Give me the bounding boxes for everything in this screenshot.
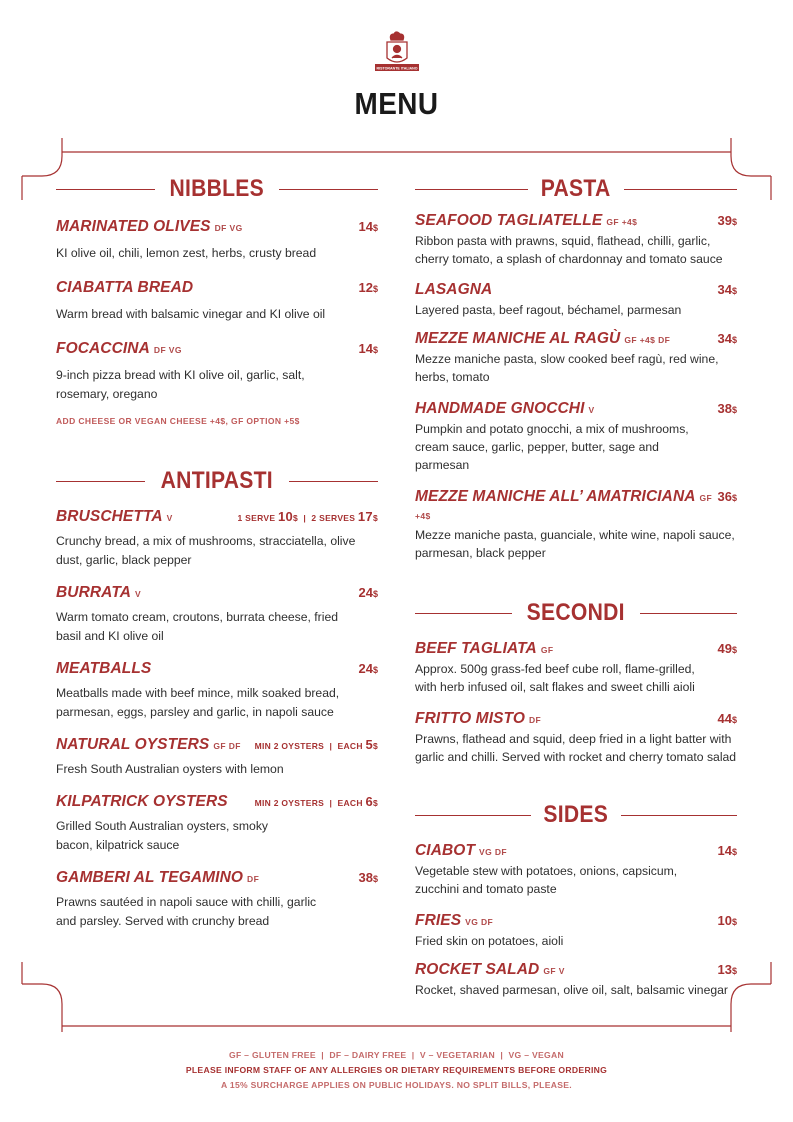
item-price: 13$ (717, 962, 737, 977)
logo-text: RISTORANTE ITALIANO (376, 66, 418, 71)
item-tags: V (166, 513, 173, 523)
right-column (415, 172, 737, 1000)
item-description: Crunchy bread, a mix of mushrooms, stracciatella, olive dust, garlic, black pepper (56, 534, 356, 567)
item-tags: V (588, 405, 595, 415)
item-description: Ribbon pasta with prawns, squid, flathead, chilli, garlic, cherry tomato, a splash of chardonnay and tomato sauce (415, 234, 723, 266)
item-description: Warm tomato cream, croutons, burrata cheese, fried basil and KI olive oil (56, 610, 339, 643)
heading-rule (56, 481, 145, 482)
menu-footer (0, 1048, 793, 1093)
item-name: MEZZE MANICHE ALL’ AMATRICIANA (415, 488, 696, 505)
item-price: 24$ (358, 585, 378, 600)
item-price: 14$ (717, 843, 737, 858)
item-name: FOCACCINA (56, 340, 150, 357)
pasta-heading (415, 172, 737, 206)
item-price: MIN 2 OYSTERS | EACH 5$ (254, 737, 378, 752)
item-name: BRUSCHETTA (56, 508, 163, 525)
item-description: Vegetable stew with potatoes, onions, capsicum, zucchini and tomato paste (415, 864, 678, 896)
item-price: 34$ (717, 331, 737, 346)
item-tags: DF VG (153, 345, 182, 355)
heading-rule (279, 189, 378, 190)
menu-item-focaccina (56, 340, 378, 404)
item-description: 9-inch pizza bread with KI olive oil, garlic, salt, rosemary, oregano (56, 368, 305, 401)
item-description: Mezze maniche pasta, guanciale, white wine, napoli sauce, parmesan, black pepper (415, 528, 735, 560)
item-description: Layered pasta, beef ragout, béchamel, parmesan (415, 303, 682, 317)
item-description: Warm bread with balsamic vinegar and KI olive oil (56, 307, 326, 321)
item-description: Meatballs made with beef mince, milk soaked bread, parmesan, eggs, parsley and garlic, in napoli sauce (56, 686, 340, 719)
menu-item-gamberi-al-tegamino (56, 869, 378, 931)
menu-item-bruschetta (56, 508, 378, 570)
menu-item-mezze-maniche-amatriciana (415, 488, 737, 562)
menu-item-ciabot (415, 842, 737, 898)
left-column (56, 172, 378, 931)
menu-item-burrata (56, 584, 378, 646)
heading-rule (640, 613, 737, 614)
item-description: Rocket, shaved parmesan, olive oil, salt, balsamic vinegar (415, 983, 728, 997)
item-tags: GF DF (213, 741, 241, 751)
item-price: 34$ (717, 282, 737, 297)
antipasti-title: ANTIPASTI (160, 467, 274, 494)
item-description: KI olive oil, chili, lemon zest, herbs, crusty bread (56, 246, 317, 260)
item-name: BURRATA (56, 584, 132, 601)
item-tags: GF V (543, 966, 565, 976)
item-tags: GF +4$ DF (624, 335, 671, 345)
item-price: 36$ (717, 489, 737, 504)
nibbles-note: ADD CHEESE OR VEGAN CHEESE +4$, GF OPTION +5$ (56, 416, 300, 426)
menu-item-marinated-olives (56, 218, 378, 263)
surcharge-notice: A 15% SURCHARGE APPLIES ON PUBLIC HOLIDAYS. NO SPLIT BILLS, PLEASE. (220, 1080, 572, 1090)
item-tags: DF VG (214, 223, 243, 233)
menu-item-rocket-salad (415, 961, 737, 1000)
item-tags: VG DF (465, 917, 494, 927)
item-description: Pumpkin and potato gnocchi, a mix of mushrooms, cream sauce, garlic, pepper, butter, sage and parmesan (415, 422, 689, 472)
page-title: MENU (354, 86, 439, 121)
item-price: 10$ (717, 913, 737, 928)
allergy-notice: PLEASE INFORM STAFF OF ANY ALLERGIES OR DIETARY REQUIREMENTS BEFORE ORDERING (185, 1065, 608, 1075)
item-description: Fresh South Australian oysters with lemon (56, 762, 284, 776)
item-description: Prawns sautéed in napoli sauce with chilli, garlic and parsley. Served with crunchy bread (56, 895, 317, 928)
secondi-title: SECONDI (526, 599, 626, 626)
item-description: Mezze maniche pasta, slow cooked beef ragù, red wine, herbs, tomato (415, 352, 719, 384)
item-name: MEZZE MANICHE AL RAGÙ (415, 330, 621, 347)
item-name: BEEF TAGLIATA (415, 640, 537, 657)
heading-rule (621, 815, 737, 816)
heading-rule (289, 481, 378, 482)
pasta-title: PASTA (541, 175, 611, 202)
item-name: NATURAL OYSTERS (56, 736, 210, 753)
menu-item-handmade-gnocchi (415, 400, 737, 474)
item-tags: GF +4$ (415, 493, 713, 521)
menu-item-kilpatrick-oysters (56, 793, 378, 855)
item-price: 38$ (358, 870, 378, 885)
menu-item-lasagna (415, 281, 737, 320)
menu-item-meatballs (56, 660, 378, 722)
item-description: Prawns, flathead and squid, deep fried in a light batter with garlic and chilli. Served with rocket and cherry tomato salad (415, 732, 737, 764)
item-price: 44$ (717, 711, 737, 726)
item-price: 12$ (358, 280, 378, 295)
menu-item-fritto-misto (415, 710, 737, 766)
item-price: 14$ (358, 219, 378, 234)
item-name: ROCKET SALAD (415, 961, 540, 978)
heading-rule (56, 189, 155, 190)
nibbles-heading (56, 172, 378, 206)
item-price: 1 SERVE 10$ | 2 SERVES 17$ (237, 509, 378, 524)
item-description: Grilled South Australian oysters, smoky bacon, kilpatrick sauce (56, 819, 269, 852)
item-price: 14$ (358, 341, 378, 356)
item-price: 49$ (717, 641, 737, 656)
nibbles-title: NIBBLES (169, 175, 265, 202)
chef-crest-logo-icon (372, 28, 422, 76)
menu-item-ciabatta-bread (56, 279, 378, 324)
heading-rule (624, 189, 737, 190)
item-price: 24$ (358, 661, 378, 676)
heading-rule (415, 189, 528, 190)
item-name: SEAFOOD TAGLIATELLE (415, 212, 603, 229)
heading-rule (415, 613, 512, 614)
secondi-heading (415, 596, 737, 630)
item-name: MARINATED OLIVES (56, 218, 211, 235)
antipasti-heading (56, 464, 378, 498)
item-name: CIABATTA BREAD (56, 279, 194, 296)
sides-title: SIDES (543, 801, 609, 828)
menu-item-beef-tagliata (415, 640, 737, 696)
item-tags: VG DF (479, 847, 507, 857)
item-tags: GF (540, 645, 554, 655)
item-price: 38$ (717, 401, 737, 416)
item-tags: V (135, 589, 142, 599)
menu-item-seafood-tagliatelle (415, 212, 737, 268)
menu-item-fries (415, 912, 737, 951)
item-name: FRIES (415, 912, 462, 929)
item-description: Fried skin on potatoes, aioli (415, 934, 564, 948)
item-tags: DF (529, 715, 542, 725)
item-name: LASAGNA (415, 281, 493, 298)
item-tags: DF (247, 874, 260, 884)
menu-item-natural-oysters (56, 736, 378, 779)
dietary-legend: GF – GLUTEN FREE | DF – DAIRY FREE | V – VEGETARIAN | VG – VEGAN (228, 1050, 565, 1060)
heading-rule (415, 815, 531, 816)
item-name: CIABOT (415, 842, 476, 859)
item-name: GAMBERI AL TEGAMINO (56, 869, 244, 886)
item-name: FRITTO MISTO (415, 710, 525, 727)
item-name: HANDMADE GNOCCHI (415, 400, 585, 417)
menu-item-mezze-maniche-al-ragu (415, 330, 737, 386)
item-name: MEATBALLS (56, 660, 152, 677)
item-price: 39$ (717, 213, 737, 228)
item-price: MIN 2 OYSTERS | EACH 6$ (254, 794, 378, 809)
item-description: Approx. 500g grass-fed beef cube roll, flame-grilled, with herb infused oil, salt flakes and sweet chilli aioli (415, 662, 695, 694)
item-name: KILPATRICK OYSTERS (56, 793, 228, 810)
item-tags: GF +4$ (606, 217, 638, 227)
sides-heading (415, 798, 737, 832)
